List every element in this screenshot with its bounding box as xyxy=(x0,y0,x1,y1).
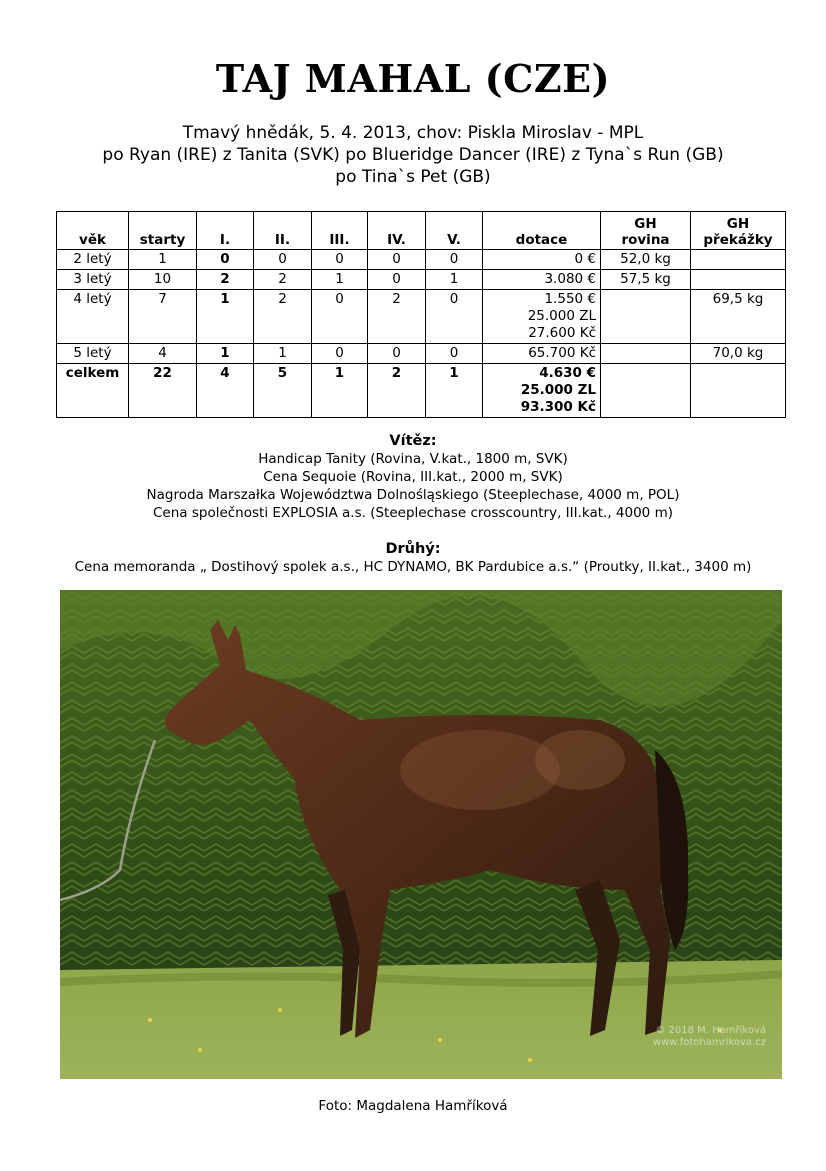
col-third: III. xyxy=(312,212,368,250)
table-row xyxy=(57,270,786,290)
second-race: Cena memoranda „ Dostihový spolek a.s., HC DYNAMO, BK Pardubice a.s.“ (Proutky, II.kat., 3400 m) xyxy=(74,559,752,575)
col-second: II. xyxy=(254,212,312,250)
prize-line: 25.000 ZL xyxy=(520,382,596,398)
cell-third: 1 xyxy=(312,364,368,418)
cell-fifth: 1 xyxy=(426,364,483,418)
cell-third: 0 xyxy=(312,344,368,364)
cell-first: 2 xyxy=(197,270,254,290)
cell-fifth: 0 xyxy=(426,344,483,364)
cell-age: 2 letý xyxy=(57,250,129,270)
table-header-row xyxy=(57,212,786,250)
table-total-row xyxy=(57,364,786,418)
horse-photo-illustration xyxy=(60,590,782,1079)
photo-caption: Foto: Magdalena Hamříková xyxy=(318,1098,508,1114)
table-row xyxy=(57,250,786,270)
col-fourth: IV. xyxy=(368,212,426,250)
pedigree-line: Tmavý hnědák, 5. 4. 2013, chov: Piskla Miroslav - MPL xyxy=(182,123,644,143)
prize-line: 0 € xyxy=(574,251,596,267)
cell-gh-jump xyxy=(691,270,786,290)
cell-gh-jump xyxy=(691,364,786,418)
cell-prize xyxy=(483,290,601,344)
cell-age: 3 letý xyxy=(57,270,129,290)
cell-fourth: 0 xyxy=(368,344,426,364)
col-gh-flat-line: GH xyxy=(634,216,657,232)
winner-race: Cena společnosti EXPLOSIA a.s. (Steeplechase crosscountry, III.kat., 4000 m) xyxy=(152,505,673,521)
cell-fifth: 1 xyxy=(426,270,483,290)
cell-prize xyxy=(483,344,601,364)
cell-starts: 10 xyxy=(129,270,197,290)
cell-age: 4 letý xyxy=(57,290,129,344)
second-place-section xyxy=(0,540,826,576)
cell-starts: 4 xyxy=(129,344,197,364)
table-row xyxy=(57,290,786,344)
col-gh-jump-line: GH xyxy=(726,216,750,232)
winner-heading: Vítěz: xyxy=(389,433,437,449)
winner-section xyxy=(0,432,826,522)
col-fifth: V. xyxy=(426,212,483,250)
horse-name-title: TAJ MAHAL (CZE) xyxy=(215,56,611,101)
photo-watermark xyxy=(653,1025,766,1049)
cell-fourth: 2 xyxy=(368,290,426,344)
cell-gh-flat: 52,0 kg xyxy=(601,250,691,270)
pedigree-line: po Ryan (IRE) z Tanita (SVK) po Blueridge Dancer (IRE) z Tyna`s Run (GB) xyxy=(102,145,724,165)
race-record-table xyxy=(56,211,786,418)
cell-gh-flat xyxy=(601,364,691,418)
col-first: I. xyxy=(197,212,254,250)
cell-third: 0 xyxy=(312,290,368,344)
cell-first: 4 xyxy=(197,364,254,418)
watermark-line: www.fotohamrikova.cz xyxy=(652,1037,766,1048)
col-gh-jump xyxy=(691,212,786,250)
table-row xyxy=(57,344,786,364)
cell-first: 1 xyxy=(197,344,254,364)
cell-second: 0 xyxy=(254,250,312,270)
prize-line: 3.080 € xyxy=(544,271,596,287)
cell-age: 5 letý xyxy=(57,344,129,364)
col-prize: dotace xyxy=(483,212,601,250)
col-gh-flat xyxy=(601,212,691,250)
prize-line: 4.630 € xyxy=(539,365,596,381)
col-age: věk xyxy=(57,212,129,250)
cell-first: 0 xyxy=(197,250,254,270)
cell-second: 5 xyxy=(254,364,312,418)
cell-gh-flat xyxy=(601,344,691,364)
winner-race: Nagroda Marszałka Województwa Dolnośląskiego (Steeplechase, 4000 m, POL) xyxy=(146,487,680,503)
horse-photo xyxy=(60,590,782,1079)
winner-race: Cena Sequoie (Rovina, III.kat., 2000 m, SVK) xyxy=(263,469,563,485)
col-gh-flat-line: rovina xyxy=(621,232,670,248)
cell-fourth: 2 xyxy=(368,364,426,418)
cell-fourth: 0 xyxy=(368,250,426,270)
cell-gh-jump: 70,0 kg xyxy=(691,344,786,364)
prize-line: 65.700 Kč xyxy=(528,345,596,361)
cell-second: 2 xyxy=(254,270,312,290)
cell-gh-jump xyxy=(691,250,786,270)
prize-line: 93.300 Kč xyxy=(520,399,596,415)
cell-second: 2 xyxy=(254,290,312,344)
cell-starts: 7 xyxy=(129,290,197,344)
cell-starts: 22 xyxy=(129,364,197,418)
cell-second: 1 xyxy=(254,344,312,364)
cell-gh-flat: 57,5 kg xyxy=(601,270,691,290)
cell-prize xyxy=(483,364,601,418)
cell-fourth: 0 xyxy=(368,270,426,290)
cell-starts: 1 xyxy=(129,250,197,270)
cell-fifth: 0 xyxy=(426,250,483,270)
second-heading: Drůhý: xyxy=(385,541,441,557)
watermark-line: © 2018 M. Hamříková xyxy=(655,1025,766,1036)
cell-fifth: 0 xyxy=(426,290,483,344)
cell-third: 1 xyxy=(312,270,368,290)
cell-prize xyxy=(483,250,601,270)
prize-line: 25.000 ZL xyxy=(527,308,596,324)
cell-third: 0 xyxy=(312,250,368,270)
prize-line: 1.550 € xyxy=(544,291,596,307)
cell-gh-jump: 69,5 kg xyxy=(691,290,786,344)
winner-race: Handicap Tanity (Rovina, V.kat., 1800 m, SVK) xyxy=(258,451,568,467)
col-gh-jump-line: překážky xyxy=(703,232,773,248)
cell-first: 1 xyxy=(197,290,254,344)
cell-gh-flat xyxy=(601,290,691,344)
col-starts: starty xyxy=(129,212,197,250)
prize-line: 27.600 Kč xyxy=(528,325,596,341)
pedigree-info xyxy=(0,122,826,188)
cell-prize xyxy=(483,270,601,290)
pedigree-line: po Tina`s Pet (GB) xyxy=(335,167,491,187)
cell-age: celkem xyxy=(57,364,129,418)
